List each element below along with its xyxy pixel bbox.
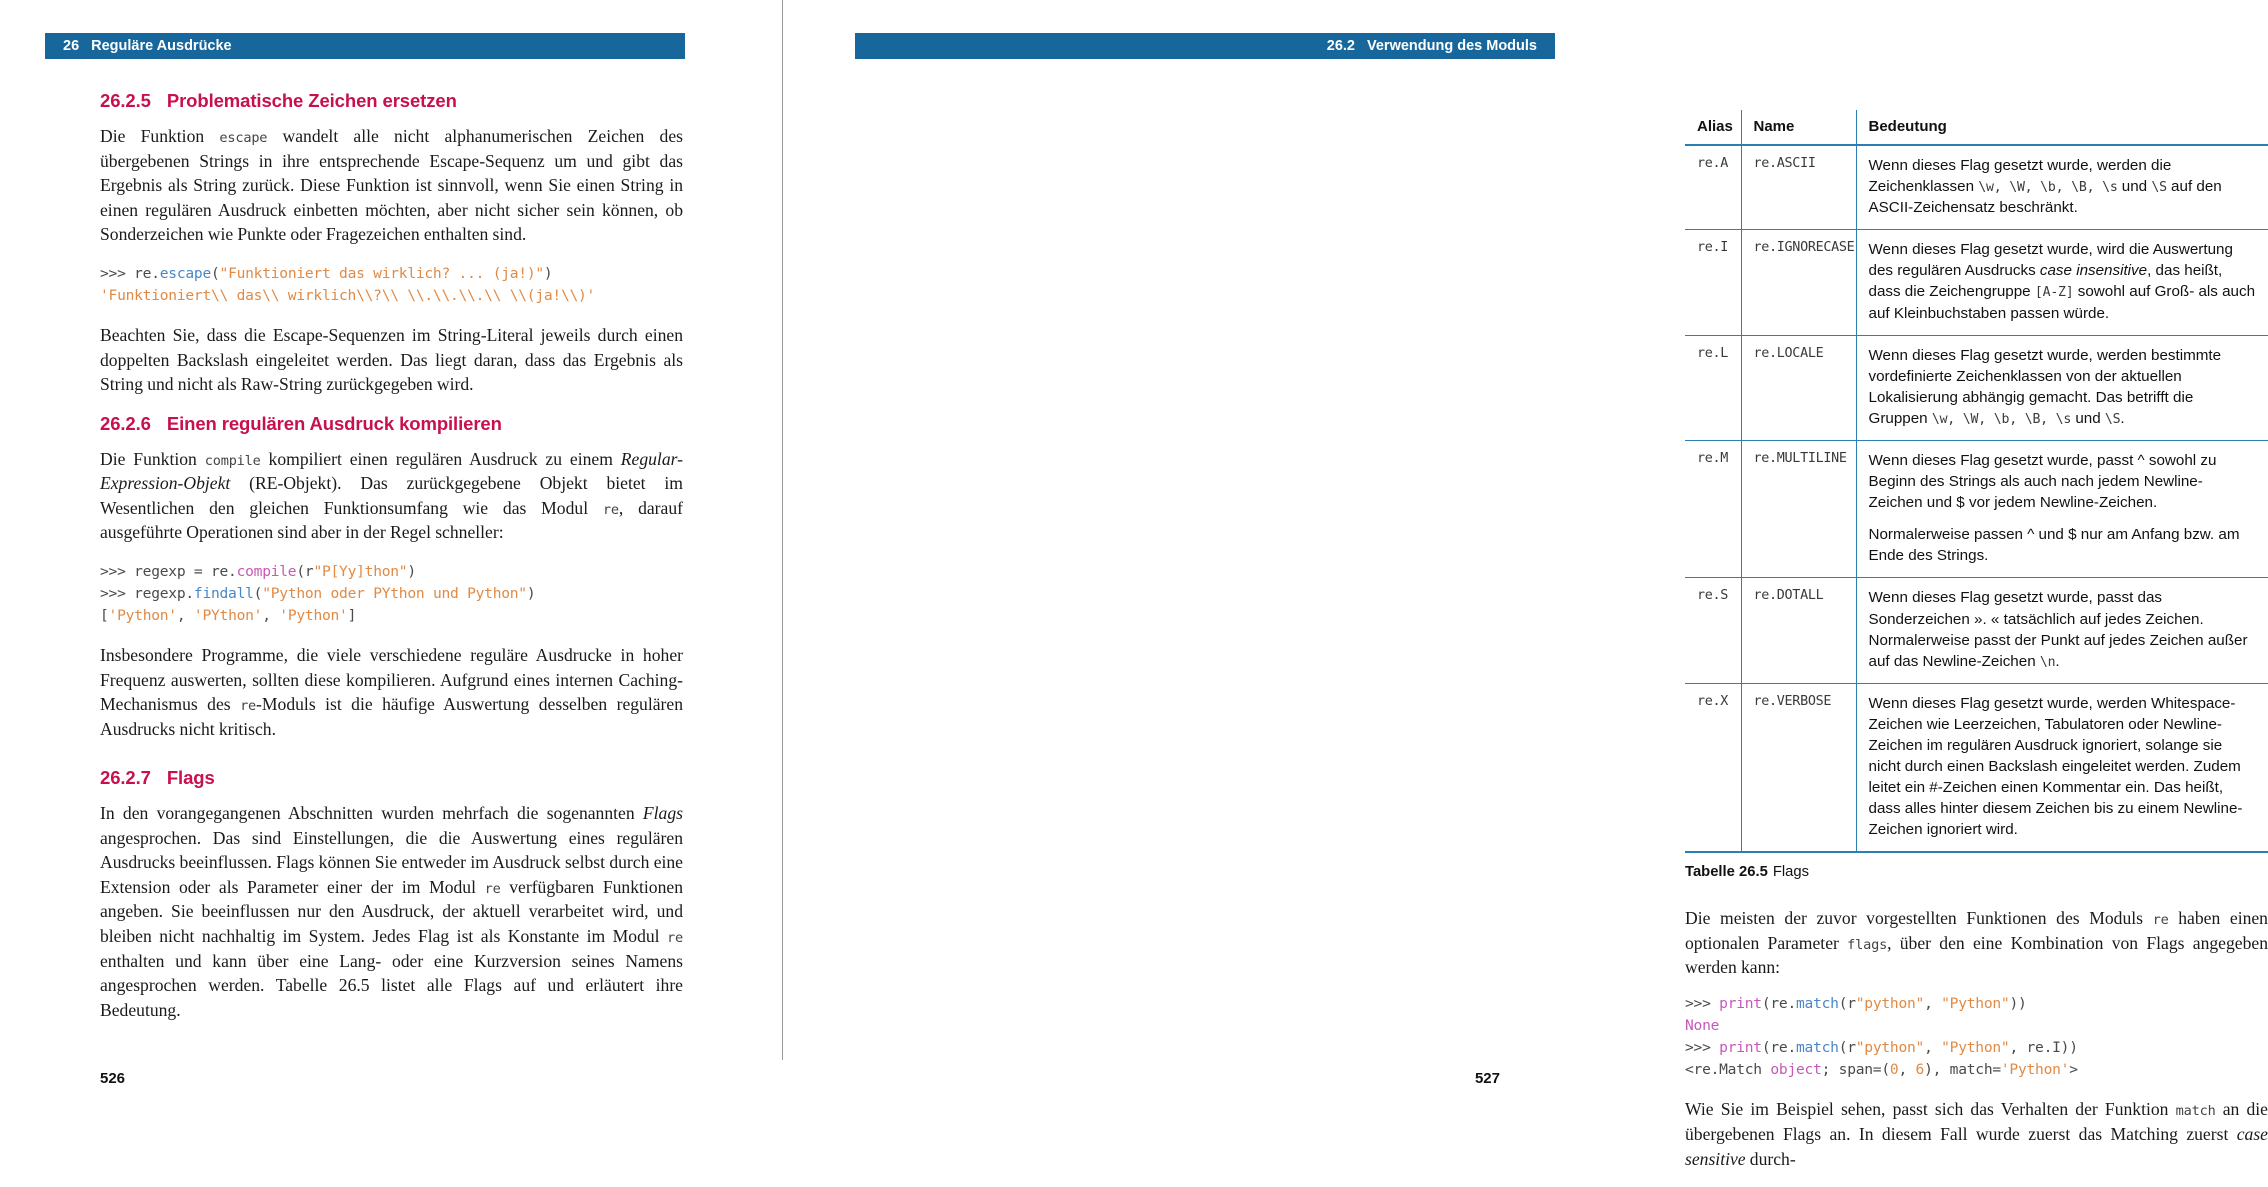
heading-26-2-7-title: Flags	[166, 767, 215, 789]
inline-code-re-3: re	[484, 880, 501, 897]
heading-26-2-5-title: Problematische Zeichen ersetzen	[166, 90, 457, 111]
cell-meaning: Wenn dieses Flag gesetzt wurde, werden bestimmte vordefinierte Zeichenklassen von der aktuellen Lokalisierung abhängig gemacht. Das betrifft die Gruppen \w, \W, \b, \B, \s und \S.	[1856, 335, 2268, 440]
column-header-alias: Alias	[1685, 110, 1741, 145]
left-running-header-chapter: 26	[63, 38, 80, 54]
inline-code-re-2: re	[240, 698, 257, 715]
cell-alias: re.L	[1685, 335, 1741, 440]
heading-26-2-6-title: Einen regulären Ausdruck kompilieren	[166, 412, 502, 434]
right-page	[800, 0, 2268, 1169]
flags-table	[1685, 110, 2268, 853]
left-page-number: 526	[100, 1070, 126, 1087]
inline-code-classes-l2: \S	[2104, 411, 2121, 427]
cell-alias: re.I	[1685, 230, 1741, 335]
flags-table-header-row	[1685, 110, 2268, 145]
heading-26-2-6	[100, 413, 683, 435]
flags-table-body	[1685, 145, 2268, 852]
heading-26-2-6-number: 26.2.6	[100, 412, 151, 434]
table-caption-text: Flags	[1772, 864, 1809, 881]
inline-code-classes-a: \w, \W, \b, \B, \s	[1978, 180, 2118, 196]
inline-code-re-5: re	[2152, 912, 2169, 929]
paragraph-escape-note: Beachten Sie, dass die Escape-Sequenzen im String-Literal jeweils durch einen doppelten Backslash eingeleitet werden. Das liegt daran, dass das Ergebnis als String und nicht als Raw-String zurückgegeben wird.	[100, 325, 683, 395]
inline-code-escape: escape	[219, 130, 268, 146]
left-running-header	[45, 33, 685, 59]
cell-meaning-para-1: Wenn dieses Flag gesetzt wurde, passt ^ sowohl zu Beginn des Strings als auch nach jedem Newline-Zeichen und $ vor jedem Newline-Zeichen.	[1868, 452, 2217, 512]
right-running-header-section: 26.2	[1326, 38, 1355, 54]
cell-meaning: Wenn dieses Flag gesetzt wurde, wird die Auswertung des regulären Ausdrucks case insensitive, das heißt, dass die Zeichengruppe [A-Z] sowohl auf Groß- als auch auf Kleinbuchstaben passen würde.	[1856, 230, 2268, 335]
right-running-header	[855, 33, 1555, 59]
inline-code-re-4: re	[667, 930, 683, 947]
cell-alias: re.S	[1685, 578, 1741, 683]
paragraph-flags-intro: In den vorangegangenen Abschnitten wurden mehrfach die sogenannten Flags angesprochen. Das sind Einstellungen, die die Auswertung eines regulären Ausdrucks beeinflussen. Flags können Sie entweder im Ausdruck selbst durch eine Extension oder als Parameter einer der im Modul re verfügbaren Funktionen angeben. Sie beeinflussen nur den Ausdruck, der aktuell verarbeitet wird, und bleiben nicht nachhaltig im System. Jedes Flag ist als Konstante im Modul re enthalten und kann über eine Lang- oder eine Kurzversion seines Namens angesprochen werden. Tabelle 26.5 listet alle Flags auf und erläutert ihre Bedeutung.	[100, 803, 683, 1020]
code-listing-compile: >>> regexp = re.compile(r"P[Yy]thon") >>> regexp.findall("Python oder PYthon und Python") ['Python', 'PYthon', 'Python']	[100, 562, 536, 625]
column-header-name: Name	[1741, 110, 1856, 145]
right-text-column	[1685, 110, 2268, 1187]
cell-name: re.ASCII	[1741, 145, 1856, 230]
cell-meaning: Wenn dieses Flag gesetzt wurde, passt das Sonderzeichen ». « tatsächlich auf jedes Zeichen. Normalerweise passt der Punkt auf jedes Zeichen außer auf das Newline-Zeichen \n.	[1856, 578, 2268, 683]
cell-meaning: Wenn dieses Flag gesetzt wurde, werden Whitespace-Zeichen wie Leerzeichen, Tabulatoren oder Newline-Zeichen im regulären Ausdruck ignoriert, solange sie nicht durch einen Backslash eingeleitet werden. Zudem leitet ein #-Zeichen einen Kommentar ein. Das heißt, dass alles hinter diesem Zeichen bis zu einem Newline-Zeichen ignoriert wird.	[1856, 683, 2268, 852]
left-text-column	[100, 90, 683, 1038]
cell-name: re.LOCALE	[1741, 335, 1856, 440]
right-running-header-title: Verwendung des Moduls	[1367, 38, 1537, 54]
table-row	[1685, 145, 2268, 230]
inline-code-compile: compile	[204, 452, 261, 469]
inline-code-match: match	[2175, 1103, 2216, 1120]
flags-table-head	[1685, 110, 2268, 145]
heading-26-2-7-number: 26.2.7	[100, 767, 151, 789]
cell-name: re.DOTALL	[1741, 578, 1856, 683]
table-row	[1685, 578, 2268, 683]
table-row	[1685, 441, 2268, 578]
table-row	[1685, 230, 2268, 335]
cell-meaning: Wenn dieses Flag gesetzt wurde, werden die Zeichenklassen \w, \W, \b, \B, \s und \S auf den ASCII-Zeichensatz beschränkt.	[1856, 145, 2268, 230]
paragraph-compile-perf: Insbesondere Programme, die viele verschiedene reguläre Ausdrucke in hoher Frequenz auswerten, sollten diese kompilieren. Aufgrund eines internen Caching-Mechanismus des re-Moduls ist die häufige Auswertung desselben regulären Ausdrucks nicht kritisch.	[100, 645, 684, 739]
paragraph-escape-intro: Die Funktion escape wandelt alle nicht alphanumerischen Zeichen des übergebenen Strings in ihre entsprechende Escape-Sequenz um und gibt das Ergebnis als String zurück. Diese Funktion ist sinnvoll, wenn Sie einen String in einen regulären Ausdruck einbetten möchten, aber nicht sicher sein können, ob Sonderzeichen wie Punkte oder Fragezeichen enthalten sind.	[100, 126, 683, 245]
cell-name: re.VERBOSE	[1741, 683, 1856, 852]
right-page-number: 527	[1474, 1070, 1500, 1087]
cell-alias: re.M	[1685, 441, 1741, 578]
left-page	[0, 0, 800, 1139]
column-header-bedeutung: Bedeutung	[1856, 110, 2268, 145]
table-caption-label: Tabelle 26.5	[1685, 864, 1768, 881]
inline-code-classes-l: \w, \W, \b, \B, \s	[1931, 411, 2072, 427]
paragraph-compile-intro: Die Funktion compile kompiliert einen regulären Ausdruck zu einem Regular-Expression-Objekt (RE-Objekt). Das zurückgegebene Objekt bietet im Wesentlichen den gleichen Funktionsumfang wie das Modul re, darauf ausgeführte Operationen sind aber in der Regel schneller:	[100, 448, 683, 543]
heading-26-2-7	[100, 767, 683, 789]
paragraph-match-explanation: Wie Sie im Beispiel sehen, passt sich das Verhalten der Funktion match an die übergebenen Flags an. In diesem Fall wurde zuerst das Matching zuerst case sensitive durch-	[1685, 1099, 2268, 1169]
cell-alias: re.A	[1685, 145, 1741, 230]
heading-26-2-5-number: 26.2.5	[100, 90, 151, 111]
code-listing-match-flags: >>> print(re.match(r"python", "Python")) None >>> print(re.match(r"python", "Python", re.I)) <re.Match object; span=(0, 6), match='Python'>	[1685, 994, 2078, 1079]
inline-code-classes-a2: \S	[2151, 180, 2167, 196]
table-row	[1685, 683, 2268, 852]
cell-name: re.IGNORECASE	[1741, 230, 1856, 335]
inline-code-newline: \n	[2039, 654, 2056, 670]
table-row	[1685, 335, 2268, 440]
paragraph-flags-param: Die meisten der zuvor vorgestellten Funktionen des Moduls re haben einen optionalen Parameter flags, über den eine Kombination von Flags angegeben werden kann:	[1685, 908, 2268, 978]
inline-code-az: [A-Z]	[2034, 285, 2074, 301]
heading-26-2-5	[100, 90, 683, 112]
inline-code-re-1: re	[602, 501, 619, 518]
cell-meaning-para-2: Normalerweise passen ^ und $ nur am Anfang bzw. am Ende des Strings.	[1868, 526, 2240, 565]
code-listing-escape: >>> re.escape("Funktioniert das wirklich? ... (ja!)") 'Funktioniert\\ das\\ wirklich\\?\\ \\.\\.\\.\\ \\(ja!\\)'	[100, 264, 596, 304]
inline-code-flags: flags	[1847, 936, 1888, 953]
left-running-header-title: Reguläre Ausdrücke	[91, 38, 232, 54]
table-caption	[1685, 864, 2268, 880]
cell-alias: re.X	[1685, 683, 1741, 852]
cell-name: re.MULTILINE	[1741, 441, 1856, 578]
cell-meaning	[1856, 441, 2268, 578]
